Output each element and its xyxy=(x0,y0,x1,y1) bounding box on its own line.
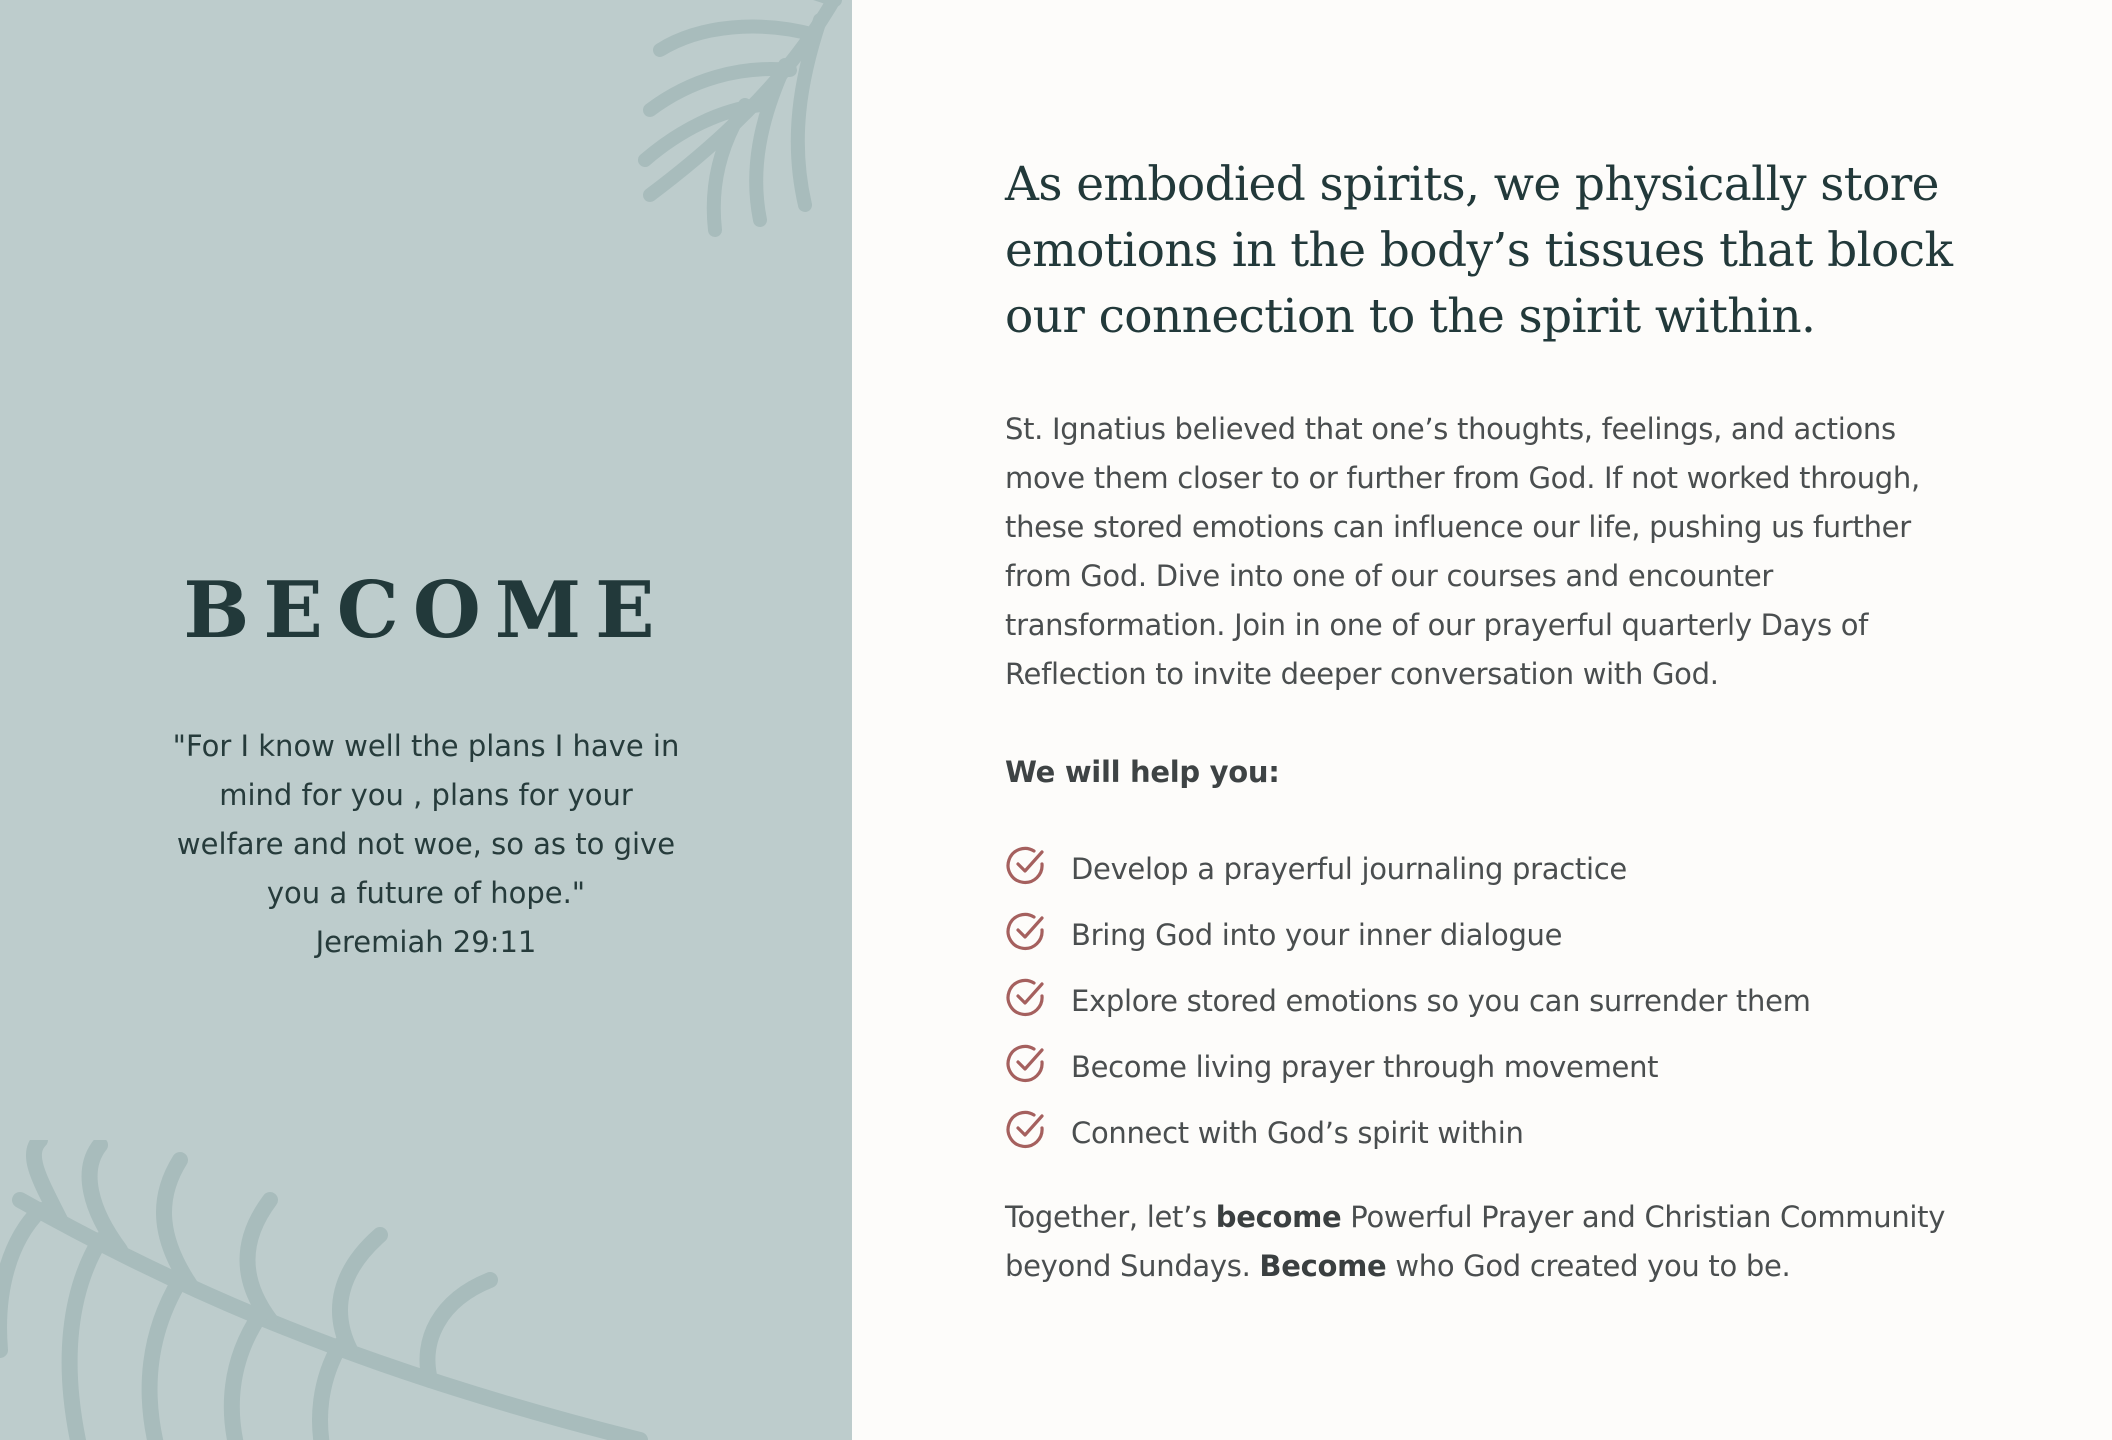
emphasis-become: Become xyxy=(1259,1249,1387,1283)
benefit-text: Explore stored emotions so you can surrender them xyxy=(1071,983,1811,1018)
scripture-reference: Jeremiah 29:11 xyxy=(315,925,537,959)
closing-text: Powerful Prayer and Christian Community beyond Sundays. xyxy=(1005,1200,1946,1283)
list-item xyxy=(1005,902,1811,968)
check-circle-icon xyxy=(1005,1043,1047,1085)
palm-leaf-icon xyxy=(0,1140,680,1440)
scripture-quote: "For I know well the plans I have in mind for you , plans for your welfare and not woe, so as to give you a future of hope." xyxy=(172,729,680,910)
benefit-text: Bring God into your inner dialogue xyxy=(1071,917,1563,952)
benefits-list xyxy=(1005,836,1811,1166)
closing-text: Together, let’s xyxy=(1005,1200,1216,1234)
intro-paragraph: St. Ignatius believed that one’s thoughts, feelings, and actions move them closer to or further from God. If not worked through, these stored emotions can influence our life, pushing us further from God. Dive into one of our courses and encounter transformation. Join in one of our prayerful quarterly Days of Reflection to invite deeper conversation with God. xyxy=(1005,412,1920,691)
list-item xyxy=(1005,968,1811,1034)
brand-title: BECOME xyxy=(183,565,669,656)
closing-text: who God created you to be. xyxy=(1386,1249,1791,1283)
benefit-text: Connect with God’s spirit within xyxy=(1071,1115,1524,1150)
list-item xyxy=(1005,1100,1811,1166)
emphasis-become: become xyxy=(1215,1200,1342,1234)
list-item xyxy=(1005,836,1811,902)
list-item xyxy=(1005,1034,1811,1100)
benefit-text: Develop a prayerful journaling practice xyxy=(1071,851,1627,886)
palm-leaf-icon xyxy=(610,0,852,260)
help-label: We will help you: xyxy=(1005,755,1280,789)
check-circle-icon xyxy=(1005,911,1047,953)
left-panel xyxy=(0,0,852,1440)
benefit-text: Become living prayer through movement xyxy=(1071,1049,1659,1084)
check-circle-icon xyxy=(1005,1109,1047,1151)
check-circle-icon xyxy=(1005,977,1047,1019)
headline: As embodied spirits, we physically store emotions in the body’s tissues that block our connection to the spirit within. xyxy=(1005,157,1953,344)
check-circle-icon xyxy=(1005,845,1047,887)
closing-paragraph xyxy=(1005,1193,1985,1291)
